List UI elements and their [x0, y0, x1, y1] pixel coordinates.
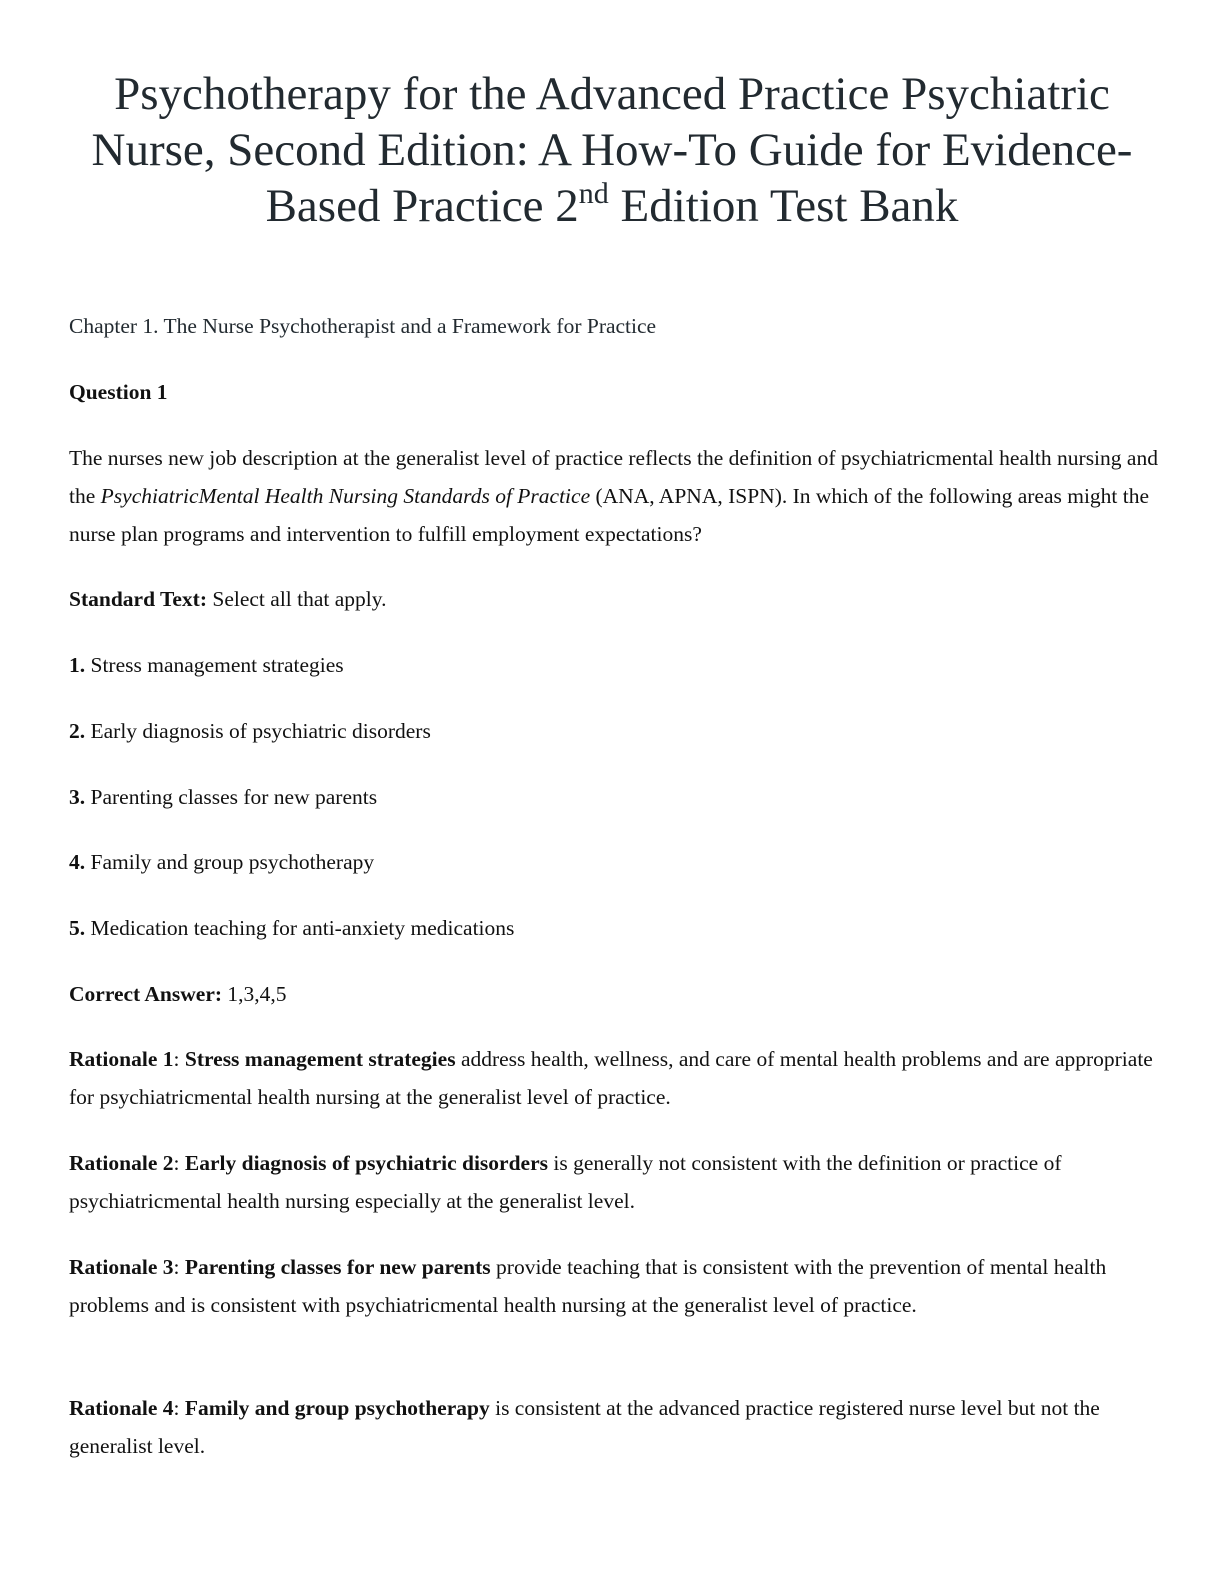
rationale-separator: :: [173, 1255, 185, 1279]
rationale-1: [69, 1040, 1159, 1116]
title-line-3-start: Based Practice 2: [265, 180, 579, 232]
rationale-label: Rationale 3: [69, 1255, 174, 1279]
rationale-text: provide teaching that is consistent with the prevention of mental health problems and is consistent with psychiatricmental health nursing at the generalist level of practice.: [69, 1255, 1107, 1317]
chapter-heading: Chapter 1. The Nurse Psychotherapist and a Framework for Practice: [69, 314, 657, 338]
standard-text: [69, 580, 1159, 618]
answer-option-1: [69, 646, 1159, 684]
question-stem-part-2: (ANA, APNA, ISPN). In which of the following areas might the nurse plan programs and intervention to fulfill employment expectations?: [69, 484, 1150, 546]
rationale-label: Rationale 2: [69, 1151, 174, 1175]
title-line-1: Psychotherapy for the Advanced Practice Psychiatric: [114, 68, 1110, 120]
answer-option-4: [69, 843, 1159, 881]
answer-option-2: [69, 712, 1159, 750]
rationale-label: Rationale 1: [69, 1047, 174, 1071]
rationale-3: [69, 1248, 1159, 1324]
option-number: 1.: [69, 653, 86, 677]
rationale-separator: :: [173, 1151, 185, 1175]
correct-answer-label: Correct Answer:: [69, 982, 223, 1006]
rationale-text: is consistent at the advanced practice registered nurse level but not the generalist level.: [69, 1396, 1100, 1458]
rationale-term: Parenting classes for new parents: [184, 1255, 491, 1279]
option-text: Parenting classes for new parents: [85, 785, 378, 809]
option-text: Family and group psychotherapy: [85, 850, 375, 874]
option-text: Medication teaching for anti-anxiety medications: [85, 916, 515, 940]
title-superscript: nd: [578, 177, 609, 210]
question-heading: [69, 373, 1159, 411]
option-number: 2.: [69, 719, 86, 743]
rationale-4: [69, 1389, 1159, 1465]
correct-answer: [69, 975, 1159, 1013]
question-heading-text: Question 1: [69, 380, 168, 404]
rationale-term: Stress management strategies: [184, 1047, 456, 1071]
rationale-text: is generally not consistent with the definition or practice of psychiatricmental health nursing especially at the generalist level.: [69, 1151, 1062, 1213]
standard-text-label: Standard Text:: [69, 587, 207, 611]
rationale-text: address health, wellness, and care of mental health problems and are appropriate for psychiatricmental health nursing at the generalist level of practice.: [69, 1047, 1153, 1109]
standard-text-value: Select all that apply.: [207, 587, 387, 611]
rationale-label: Rationale 4: [69, 1396, 174, 1420]
question-stem: [69, 439, 1159, 553]
option-number: 5.: [69, 916, 86, 940]
option-number: 4.: [69, 850, 86, 874]
title-line-2: Nurse, Second Edition: A How-To Guide for Evidence-: [91, 124, 1133, 176]
answer-option-3: [69, 778, 1159, 816]
option-number: 3.: [69, 785, 86, 809]
rationale-separator: :: [173, 1396, 185, 1420]
title-line-3-end: Edition Test Bank: [608, 180, 959, 232]
correct-answer-value: 1,3,4,5: [222, 982, 287, 1006]
rationale-term: Family and group psychotherapy: [184, 1396, 490, 1420]
answer-option-5: [69, 909, 1159, 947]
document-title: [60, 66, 1164, 234]
option-text: Stress management strategies: [85, 653, 344, 677]
rationale-separator: :: [173, 1047, 185, 1071]
standards-title: PsychiatricMental Health Nursing Standards of Practice: [100, 484, 591, 508]
rationale-term: Early diagnosis of psychiatric disorders: [184, 1151, 549, 1175]
question-stem-part-1: The nurses new job description at the generalist level of practice reflects the definition of psychiatricmental health nursing and the: [69, 446, 1158, 508]
option-text: Early diagnosis of psychiatric disorders: [85, 719, 431, 743]
rationale-2: [69, 1144, 1159, 1220]
